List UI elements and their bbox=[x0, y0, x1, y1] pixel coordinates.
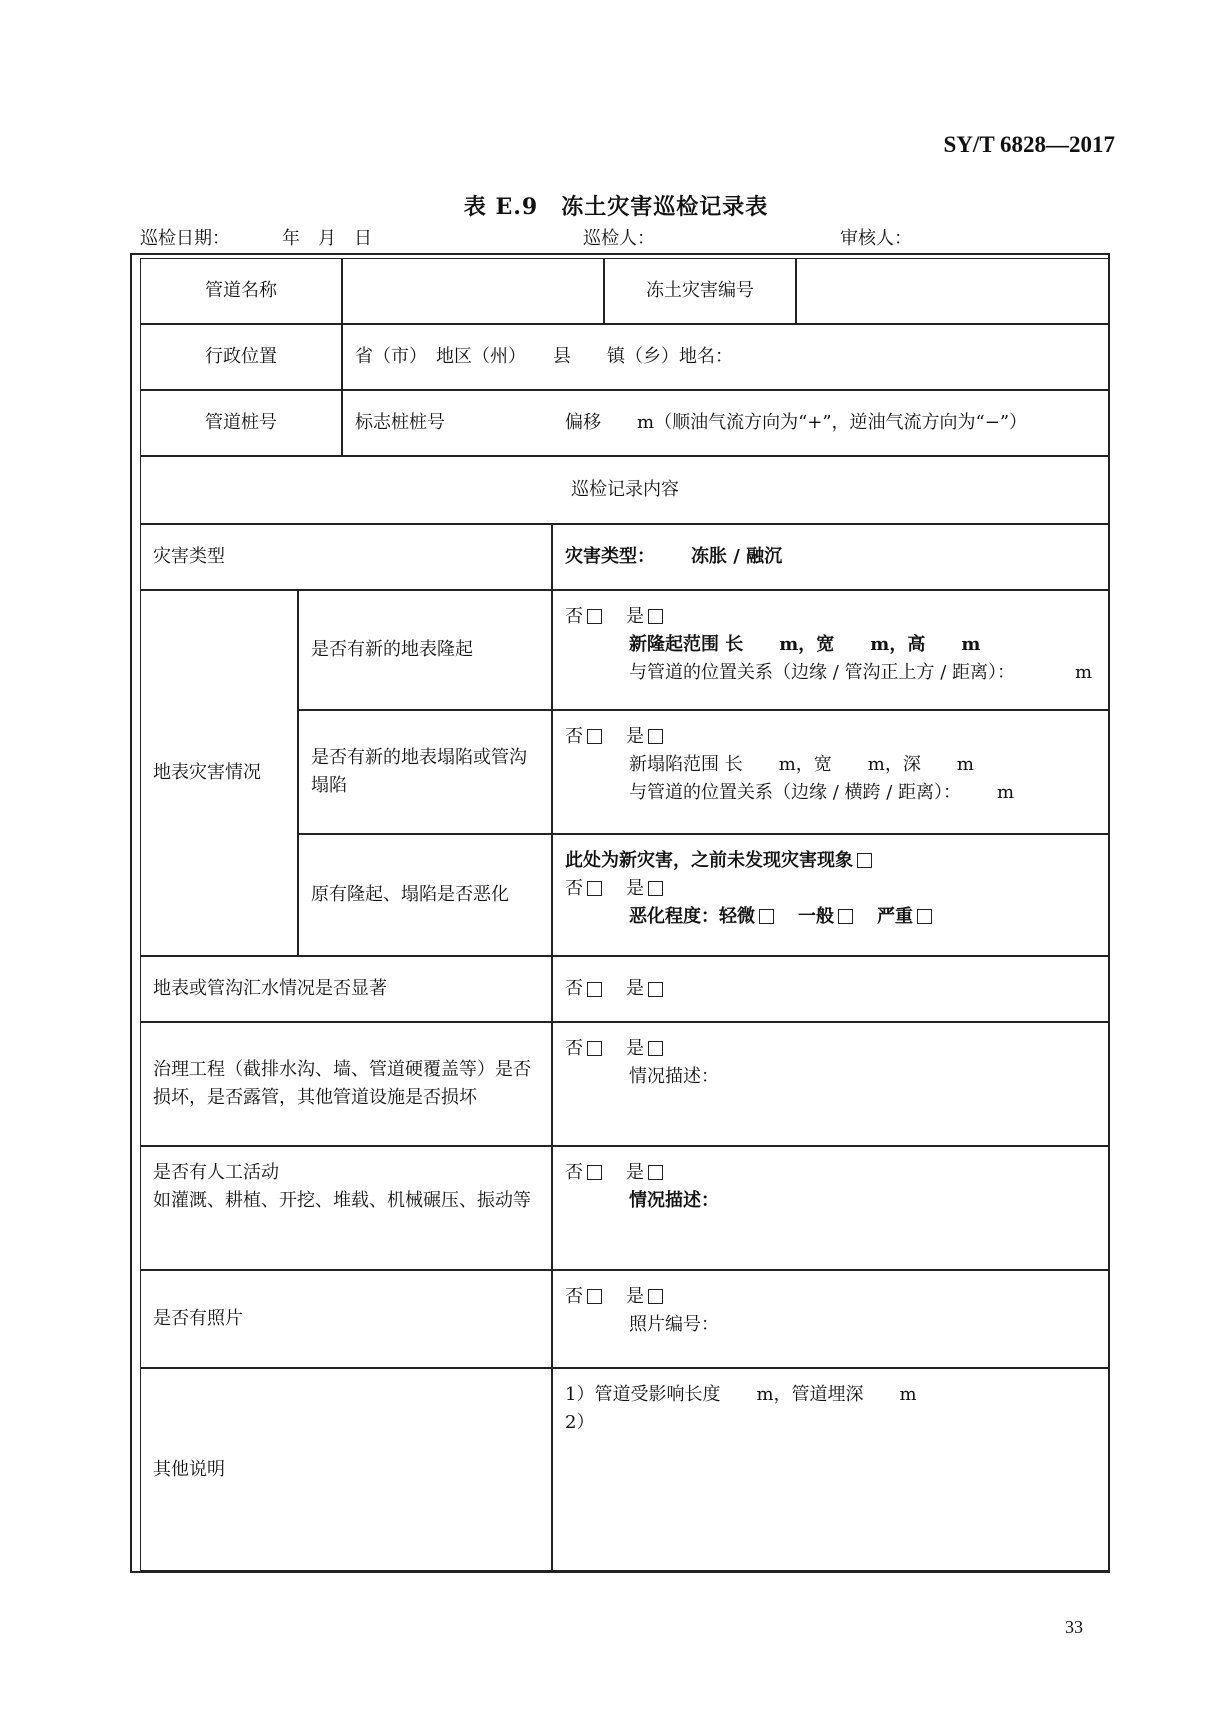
degree-general-checkbox[interactable] bbox=[838, 909, 853, 924]
surface-disaster-label: 地表灾害情况 bbox=[140, 590, 298, 956]
table-title: 表 E.9 冻土灾害巡检记录表 bbox=[463, 194, 769, 220]
disaster-no-field[interactable] bbox=[796, 258, 1110, 324]
admin-location-field[interactable]: 省（市） 地区（州） 县 镇（乡）地名： bbox=[342, 324, 1110, 390]
human-no-checkbox[interactable] bbox=[587, 1165, 602, 1180]
offset-text: 偏移 bbox=[565, 412, 601, 433]
offset-unit-text: m（顺油气流方向为“+”，逆油气流方向为“−”） bbox=[637, 412, 1028, 433]
uplift-answer: 否 是 新隆起范围 长 m，宽 m，高 m 与管道的位置关系（边缘 / 管沟正上方 / 距离）： m bbox=[552, 590, 1110, 710]
disaster-type-field: 灾害类型： 冻胀 / 融沉 bbox=[552, 524, 1110, 590]
governance-no-checkbox[interactable] bbox=[587, 1041, 602, 1056]
governance-question: 治理工程（截排水沟、墙、管道硬覆盖等）是否损坏，是否露管，其他管道设施是否损坏 bbox=[140, 1022, 552, 1146]
degree-mild-checkbox[interactable] bbox=[759, 909, 774, 924]
standard-code: SY/T 6828—2017 bbox=[943, 132, 1115, 157]
human-yes-checkbox[interactable] bbox=[648, 1165, 663, 1180]
date-ymd: 年 月 日 bbox=[282, 228, 372, 249]
pipeline-stake-field[interactable] bbox=[342, 390, 1110, 456]
page-number: 33 bbox=[1065, 1617, 1083, 1637]
water-question: 地表或管沟汇水情况是否显著 bbox=[140, 956, 552, 1022]
governance-yes-checkbox[interactable] bbox=[648, 1041, 663, 1056]
record-content-heading: 巡检记录内容 bbox=[140, 456, 1110, 524]
worsen-no-checkbox[interactable] bbox=[587, 881, 602, 896]
pipeline-name-field[interactable] bbox=[342, 258, 604, 324]
collapse-answer: 否 是 新塌陷范围 长 m，宽 m，深 m 与管道的位置关系（边缘 / 横跨 / 距离）： m bbox=[552, 710, 1110, 834]
collapse-yes-checkbox[interactable] bbox=[648, 729, 663, 744]
disaster-no-label: 冻土灾害编号 bbox=[604, 258, 796, 324]
photo-question: 是否有照片 bbox=[140, 1270, 552, 1368]
water-no-checkbox[interactable] bbox=[587, 982, 602, 997]
photo-no-checkbox[interactable] bbox=[587, 1289, 602, 1304]
degree-severe-checkbox[interactable] bbox=[917, 909, 932, 924]
other-notes-field[interactable]: 1）管道受影响长度 m，管道埋深 m 2） bbox=[552, 1368, 1110, 1571]
water-yes-checkbox[interactable] bbox=[648, 982, 663, 997]
new-disaster-checkbox[interactable] bbox=[857, 853, 872, 868]
marker-stake-text: 标志桩桩号 bbox=[355, 412, 445, 433]
uplift-question: 是否有新的地表隆起 bbox=[298, 590, 552, 710]
disaster-type-label: 灾害类型 bbox=[140, 524, 552, 590]
worsen-question: 原有隆起、塌陷是否恶化 bbox=[298, 834, 552, 956]
date-label: 巡检日期： bbox=[140, 228, 230, 249]
worsen-answer: 此处为新灾害，之前未发现灾害现象 否 是 恶化程度：轻微 一般 严重 bbox=[552, 834, 1110, 956]
photo-yes-checkbox[interactable] bbox=[648, 1289, 663, 1304]
water-answer: 否 是 bbox=[552, 956, 1110, 1022]
photo-answer: 否 是 照片编号： bbox=[552, 1270, 1110, 1368]
inspection-form bbox=[130, 253, 1110, 1573]
human-activity-question: 是否有人工活动 如灌溉、耕植、开挖、堆载、机械碾压、振动等 bbox=[140, 1146, 552, 1270]
uplift-no-checkbox[interactable] bbox=[587, 609, 602, 624]
other-notes-label: 其他说明 bbox=[140, 1368, 552, 1571]
pipeline-name-label: 管道名称 bbox=[140, 258, 342, 324]
human-activity-answer: 否 是 情况描述： bbox=[552, 1146, 1110, 1270]
pipeline-stake-label: 管道桩号 bbox=[140, 390, 342, 456]
inspector-label: 巡检人： bbox=[583, 228, 655, 249]
reviewer-label: 审核人： bbox=[840, 228, 912, 249]
admin-location-label: 行政位置 bbox=[140, 324, 342, 390]
collapse-question: 是否有新的地表塌陷或管沟塌陷 bbox=[298, 710, 552, 834]
governance-answer: 否 是 情况描述： bbox=[552, 1022, 1110, 1146]
worsen-yes-checkbox[interactable] bbox=[648, 881, 663, 896]
collapse-no-checkbox[interactable] bbox=[587, 729, 602, 744]
uplift-yes-checkbox[interactable] bbox=[648, 609, 663, 624]
